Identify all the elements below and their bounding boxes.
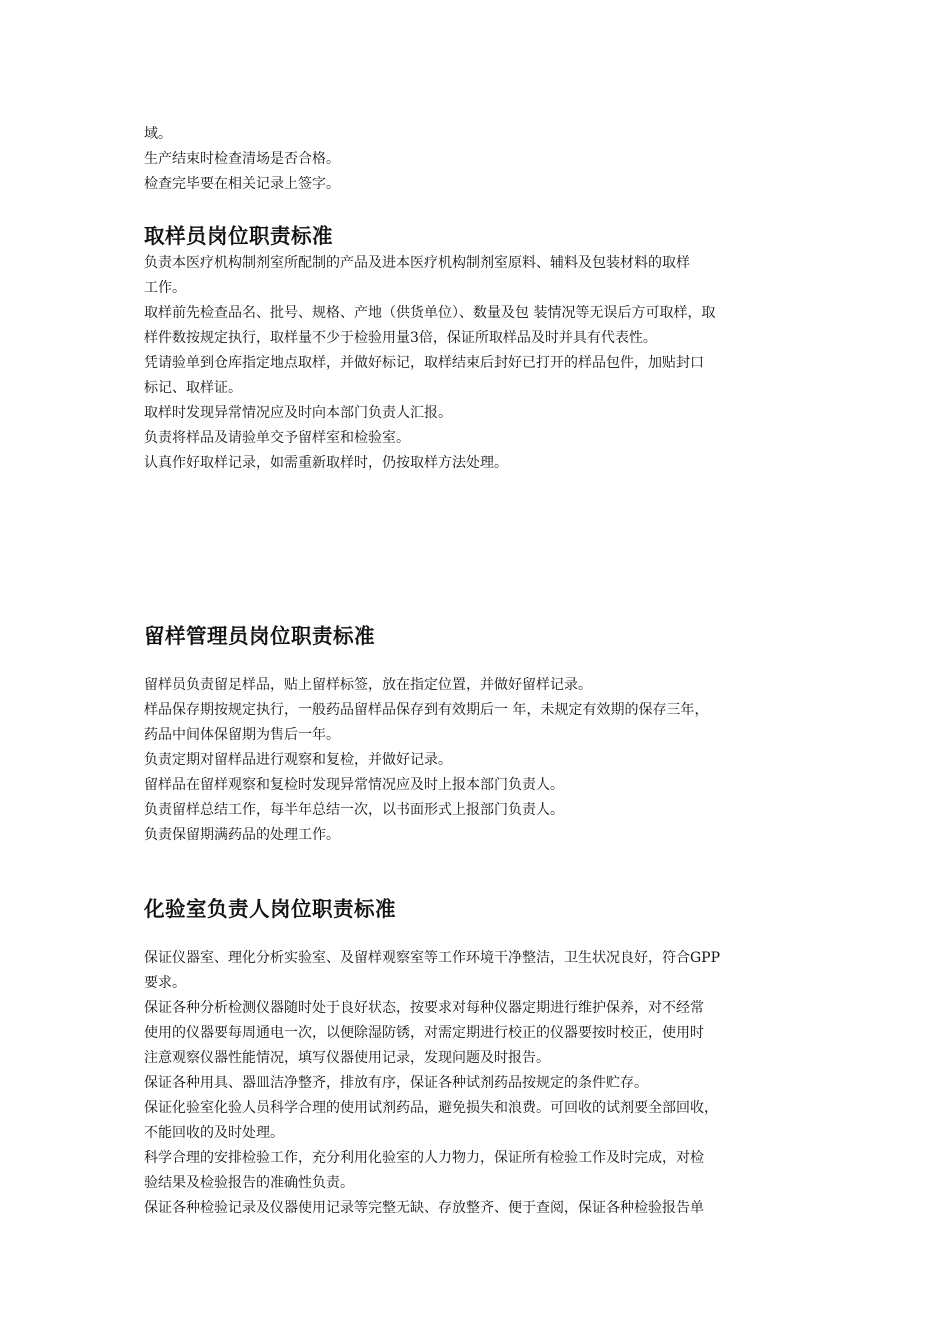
sampler-line: 标记、取样证。: [144, 380, 242, 396]
lab-line: 不能回收的及时处理。: [144, 1125, 284, 1141]
retention-line: 负责保留期满药品的处理工作。: [144, 827, 340, 843]
sampler-line: 样件数按规定执行，取样量不少于检验用量3倍，保证所取样品及时并具有代表性。: [144, 330, 657, 346]
sampler-line: 取样时发现异常情况应及时向本部门负责人汇报。: [144, 405, 452, 421]
sampler-heading: 取样员岗位职责标准: [144, 224, 333, 248]
lab-line: 科学合理的安排检验工作，充分利用化验室的人力物力，保证所有检验工作及时完成，对检: [144, 1150, 704, 1166]
lab-line: 保证化验室化验人员科学合理的使用试剂药品，避免损失和浪费。可回收的试剂要全部回收，: [144, 1100, 718, 1116]
retention-line: 样品保存期按规定执行，一般药品留样品保存到有效期后一 年，未规定有效期的保存三年，: [144, 702, 709, 718]
sampler-line: 工作。: [144, 280, 186, 296]
retention-line: 负责留样总结工作，每半年总结一次，以书面形式上报部门负责人。: [144, 802, 564, 818]
lab-line: 保证仪器室、理化分析实验室、及留样观察室等工作环境干净整洁，卫生状况良好，符合GPP: [144, 950, 721, 966]
lab-line: 保证各种分析检测仪器随时处于良好状态，按要求对每种仪器定期进行维护保养，对不经常: [144, 1000, 704, 1016]
retention-heading: 留样管理员岗位职责标准: [144, 624, 375, 648]
intro-line: 域。: [144, 126, 172, 142]
sampler-section: [144, 221, 824, 476]
intro-line: 检查完毕要在相关记录上签字。: [144, 176, 340, 192]
lab-section: [144, 894, 824, 1221]
lab-line: 要求。: [144, 975, 186, 991]
lab-line: 保证各种用具、器皿洁净整齐，排放有序，保证各种试剂药品按规定的条件贮存。: [144, 1075, 648, 1091]
sampler-line: 负责本医疗机构制剂室所配制的产品及进本医疗机构制剂室原料、辅料及包装材料的取样: [144, 255, 690, 271]
retention-line: 药品中间体保留期为售后一年。: [144, 727, 340, 743]
lab-line: 使用的仪器要每周通电一次，以便除湿防锈，对需定期进行校正的仪器要按时校正，使用时: [144, 1025, 704, 1041]
lab-heading: 化验室负责人岗位职责标准: [144, 897, 396, 921]
sampler-line: 取样前先检查品名、批号、规格、产地（供货单位）、数量及包 装情况等无误后方可取样，取: [144, 305, 716, 321]
sampler-line: 负责将样品及请验单交予留样室和检验室。: [144, 430, 410, 446]
lab-line: 验结果及检验报告的准确性负责。: [144, 1175, 354, 1191]
lab-line: 注意观察仪器性能情况，填写仪器使用记录，发现问题及时报告。: [144, 1050, 550, 1066]
retention-line: 留样员负责留足样品，贴上留样标签，放在指定位置，并做好留样记录。: [144, 677, 592, 693]
retention-section: [144, 621, 824, 848]
sampler-line: 认真作好取样记录，如需重新取样时，仍按取样方法处理。: [144, 455, 508, 471]
sampler-line: 凭请验单到仓库指定地点取样，并做好标记，取样结束后封好已打开的样品包件，加贴封口: [144, 355, 704, 371]
retention-line: 负责定期对留样品进行观察和复检，并做好记录。: [144, 752, 452, 768]
lab-line: 保证各种检验记录及仪器使用记录等完整无缺、存放整齐、便于查阅，保证各种检验报告单: [144, 1200, 704, 1216]
intro-section: [144, 122, 824, 197]
retention-line: 留样品在留样观察和复检时发现异常情况应及时上报本部门负责人。: [144, 777, 564, 793]
intro-line: 生产结束时检查清场是否合格。: [144, 151, 340, 167]
